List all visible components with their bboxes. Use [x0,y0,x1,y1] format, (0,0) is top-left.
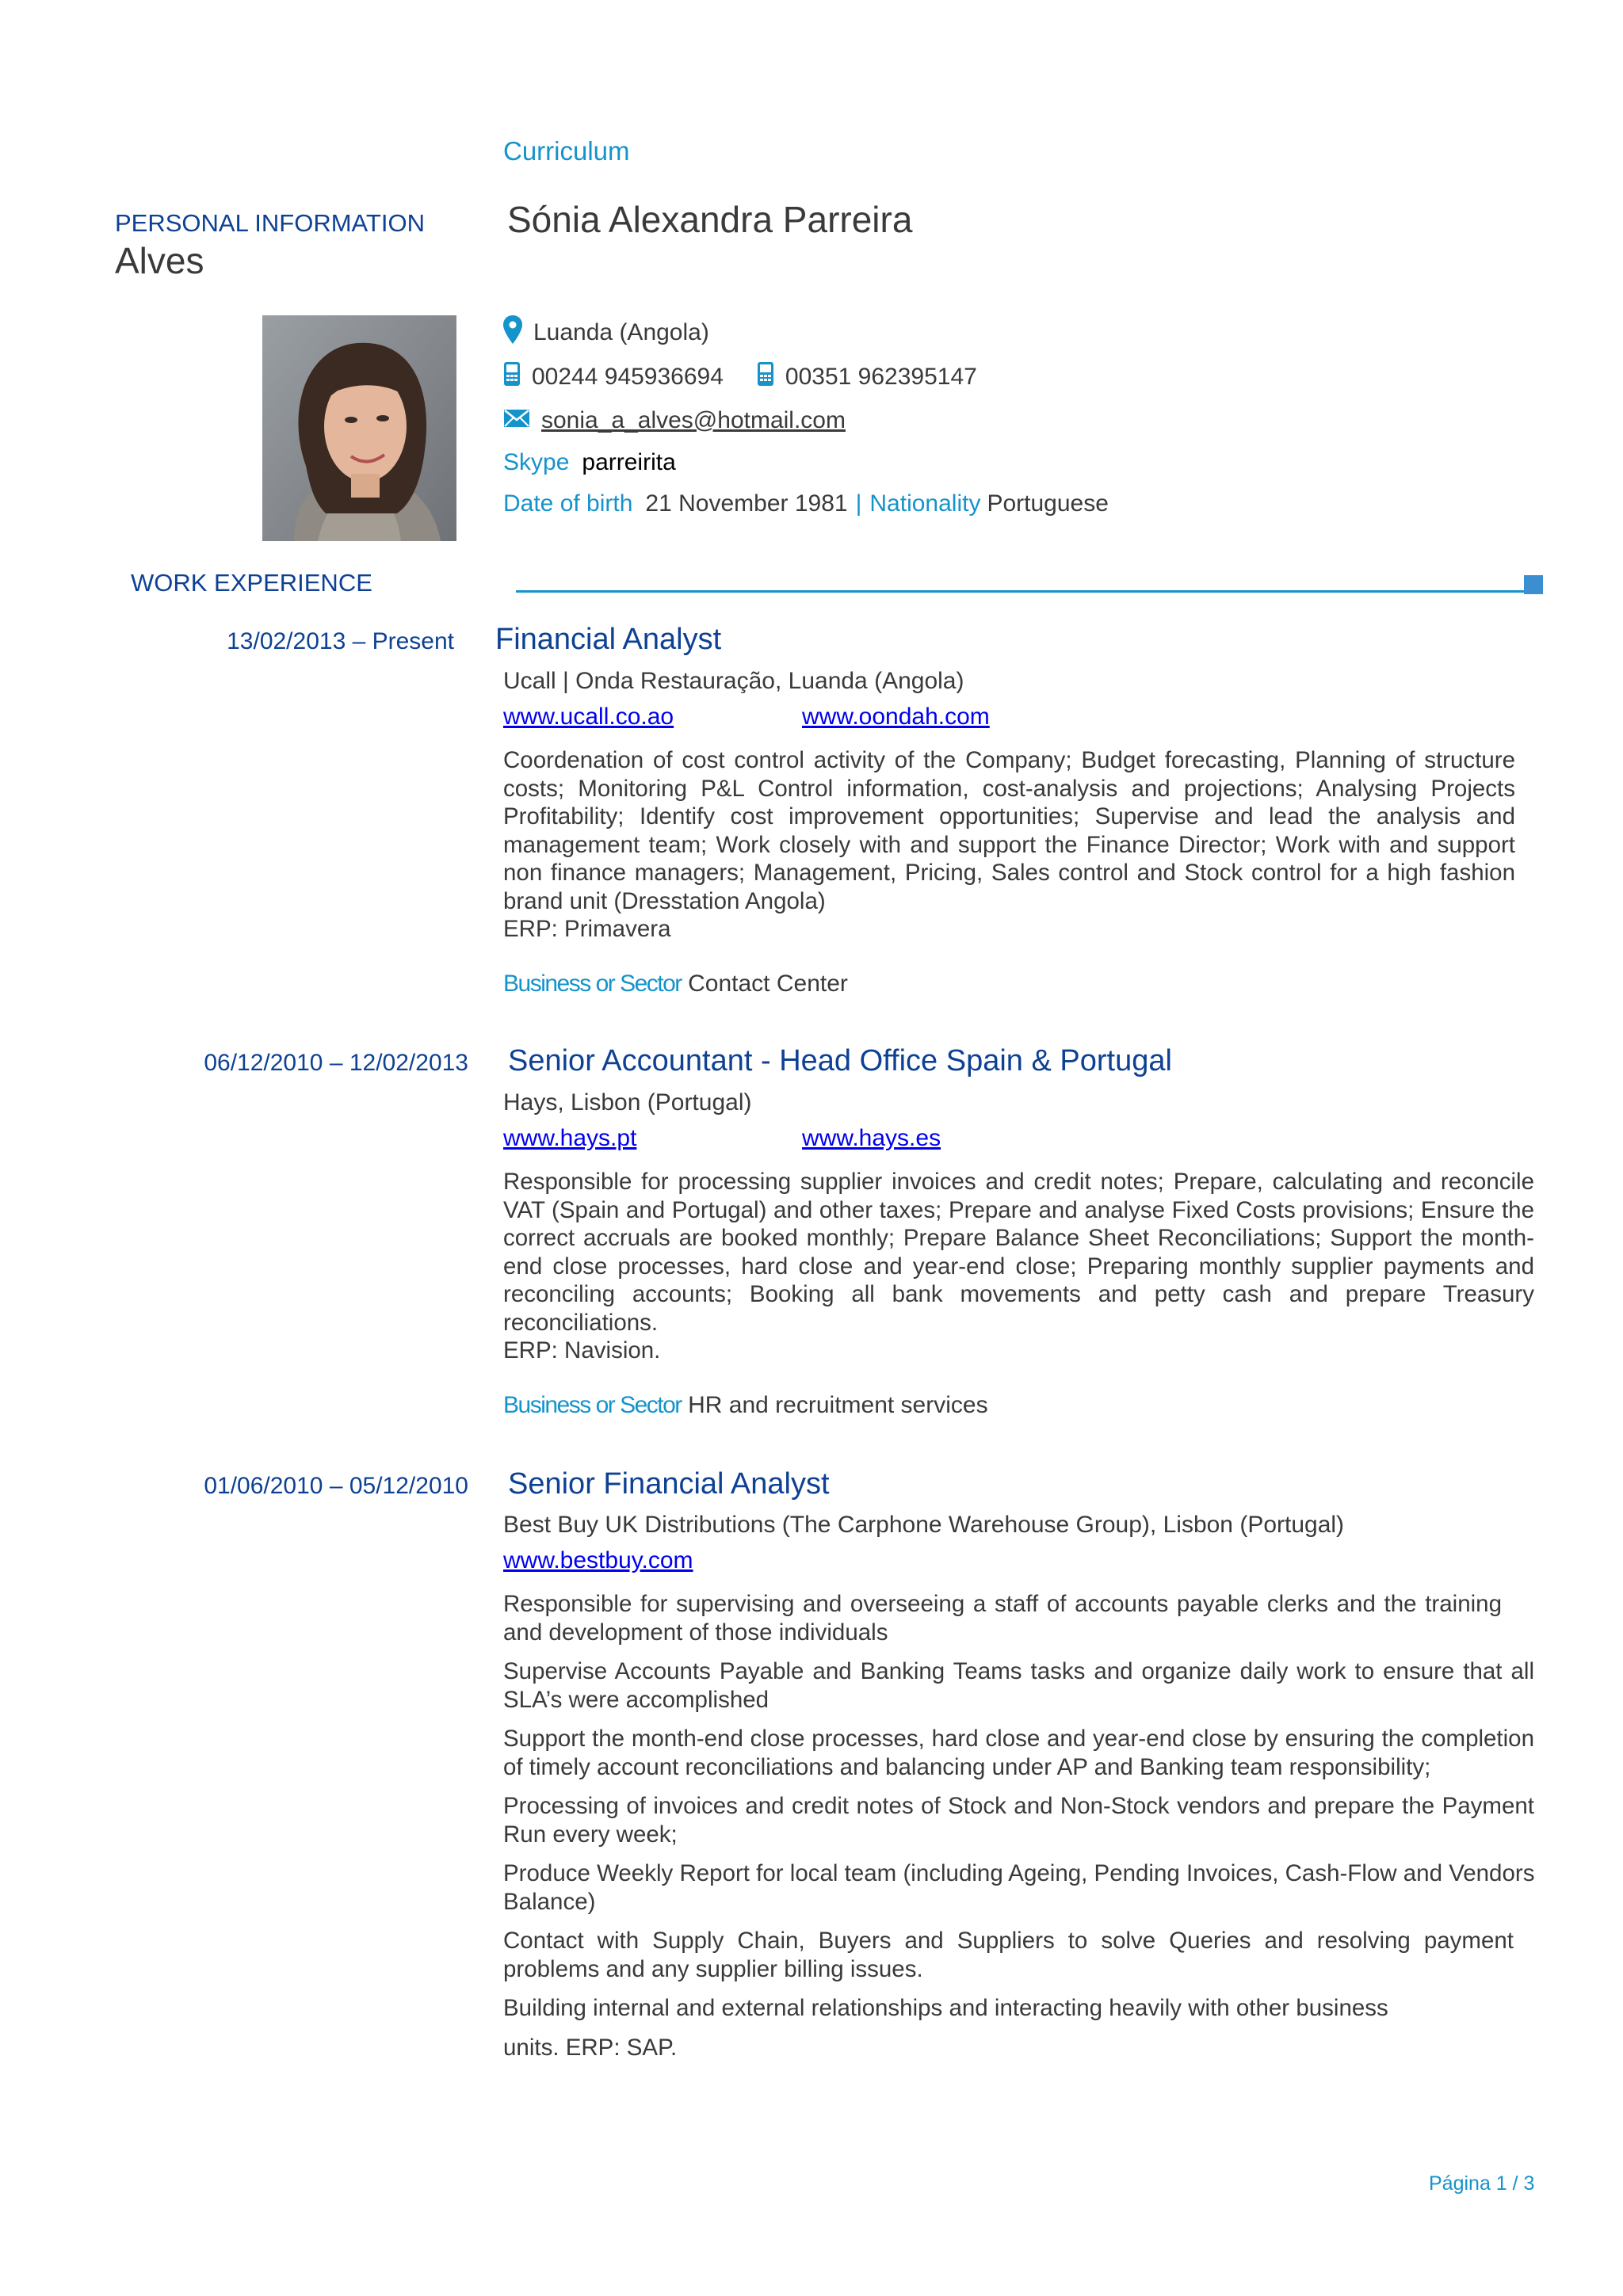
business-sector-label: Business or Sector [503,1392,682,1418]
business-sector-label: Business or Sector [503,971,682,997]
job-description-paragraph: Contact with Supply Chain, Buyers and Suppliers to solve Queries and resolving payment problems and any supplier billing issues. [503,1928,1514,1982]
location-pin-icon [503,315,522,350]
curriculum-label: Curriculum [503,136,630,166]
dob-label: Date of birth [503,490,633,517]
job-description-text: Responsible for processing supplier invoices and credit notes; Prepare, calculating and reconcile VAT (Spain and Portugal) and other taxes; Prepare and analyse Fixed Costs provisions; Ensure the correct accruals are booked monthly; Prepare Balance Sheet Reconciliations; Support the month-end close processes, hard close and year-end close; Preparing monthly supplier payments and reconciling accounts; Booking all bank movements and petty cash and prepare Treasury reconciliations. [503,1169,1534,1336]
job-description-paragraph: Produce Weekly Report for local team (including Ageing, Pending Invoices, Cash-Flow and Vendors [503,1860,1535,1886]
job-description [503,1168,1534,1365]
business-sector-value: HR and recruitment services [688,1392,988,1418]
job-company: Best Buy UK Distributions (The Carphone Warehouse Group), Lisbon (Portugal) [503,1512,1345,1538]
job-description-paragraph: Support the month-end close processes, hard close and year-end close by ensuring the completion of timely account reconciliations and balancing under AP and Banking team responsibility; [503,1726,1534,1780]
job-title: Senior Accountant - Head Office Spain & Portugal [508,1044,1172,1077]
job-dates: 01/06/2010 – 05/12/2010 [204,1473,468,1499]
mobile-phone-icon [757,361,774,393]
job-description-paragraph: Responsible for supervising and overseeing a staff of accounts payable clerks and the training and development of those individuals [503,1591,1502,1646]
job-dates: 13/02/2013 – Present [227,628,454,654]
company-website-link[interactable]: www.oondah.com [802,704,990,730]
location-row [503,315,709,350]
email-link[interactable]: sonia_a_alves@hotmail.com [541,407,846,433]
phone-number-1[interactable]: 00244 945936694 [532,364,724,390]
full-name-continued: Alves [115,240,204,281]
job-description-paragraph: Processing of invoices and credit notes of Stock and Non-Stock vendors and prepare the Payment Run every week; [503,1793,1534,1848]
skype-label: Skype [503,449,570,475]
phone-number-2[interactable]: 00351 962395147 [785,364,977,390]
nationality-separator: | [855,490,862,517]
job-company: Hays, Lisbon (Portugal) [503,1089,752,1116]
profile-photo [262,315,456,541]
job-erp: ERP: Navision. [503,1337,661,1363]
section-divider [516,590,1524,593]
skype-value: parreirita [582,449,676,475]
company-website-link[interactable]: www.ucall.co.ao [503,704,674,730]
location-text: Luanda (Angola) [533,319,709,345]
dob-value: 21 November 1981 [645,490,848,517]
phones-row [503,361,977,393]
job-description [503,746,1515,944]
company-website-link[interactable]: www.hays.es [802,1125,941,1151]
company-website-link[interactable]: www.hays.pt [503,1125,637,1151]
job-description-text: Coordenation of cost control activity of the Company; Budget forecasting, Planning of structure costs; Monitoring P&L Control information, cost-analysis and projections; Analysing Projects Profitability; Identify cost improvement opportunities; Supervise and lead the analysis and management team; Work closely with and support the Finance Director; Work with and support non finance managers; Management, Pricing, Sales control and Stock control for a high fashion brand unit (Dresstation Angola) [503,747,1515,914]
dob-row [503,490,1109,517]
work-experience-label: WORK EXPERIENCE [131,569,372,597]
job-title: Senior Financial Analyst [508,1467,830,1501]
job-erp: ERP: Primavera [503,916,671,942]
mobile-phone-icon [503,361,521,393]
profile-photo-illustration [262,315,456,541]
job-company: Ucall | Onda Restauração, Luanda (Angola) [503,668,964,694]
job-title: Financial Analyst [495,623,722,656]
job-description [503,1590,1534,2061]
job-description-paragraph: Building internal and external relationships and interacting heavily with other business [503,1995,1388,2021]
section-divider-marker [1524,575,1543,594]
full-name: Sónia Alexandra Parreira [507,199,913,240]
email-icon [503,407,530,434]
email-row [503,407,846,434]
company-website-link[interactable]: www.bestbuy.com [503,1547,693,1573]
personal-information-label: PERSONAL INFORMATION [115,209,425,237]
business-sector [503,971,848,997]
business-sector [503,1392,988,1419]
nationality-label: Nationality [869,490,981,517]
job-description-paragraph: Supervise Accounts Payable and Banking Teams tasks and organize daily work to ensure that all SLA’s were accomplished [503,1658,1534,1713]
business-sector-value: Contact Center [688,971,848,997]
skype-row [503,449,676,476]
nationality-value: Portuguese [987,490,1109,517]
job-dates: 06/12/2010 – 12/02/2013 [204,1050,468,1076]
page-number: Página 1 / 3 [1429,2172,1535,2195]
job-description-paragraph: Balance) [503,1888,596,1915]
job-description-paragraph: units. ERP: SAP. [503,2034,678,2061]
